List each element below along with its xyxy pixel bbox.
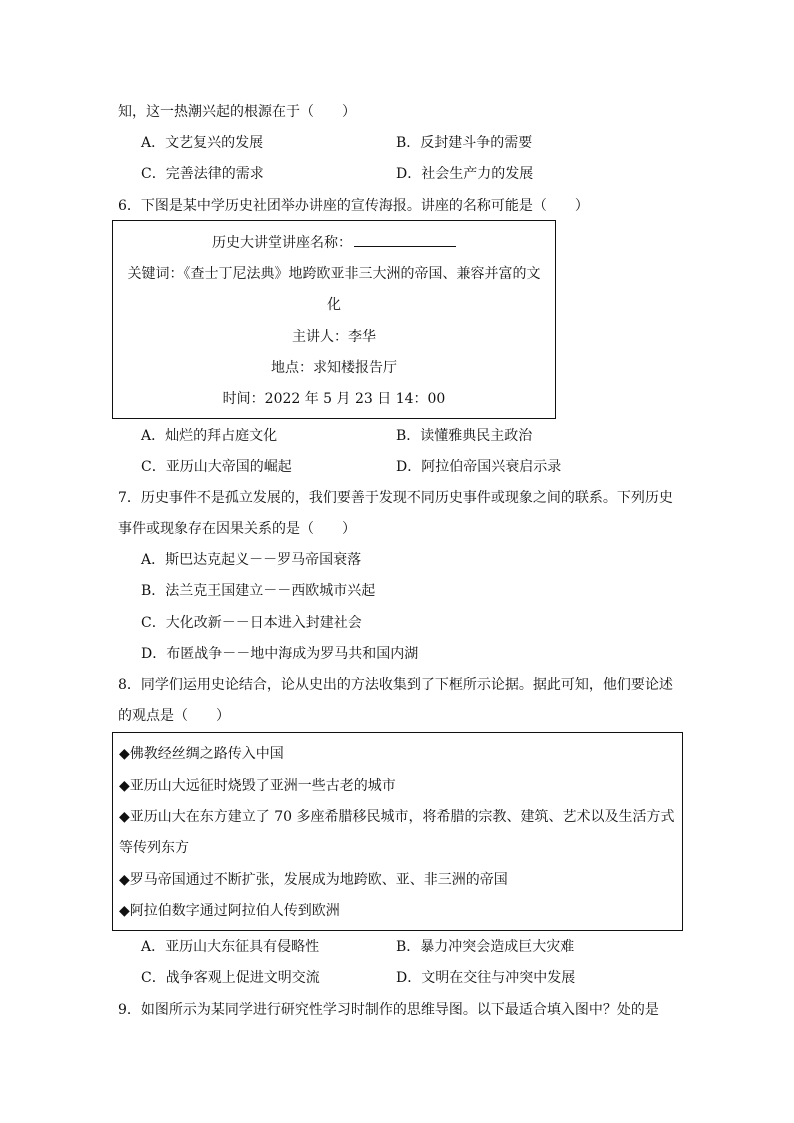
poster-title-blank <box>354 232 456 247</box>
evidence-item: ◆亚历山大远征时烧毁了亚洲一些古老的城市 <box>119 778 396 794</box>
poster-title <box>113 232 555 253</box>
q8-option-a: A．亚历山大东征具有侵略性 <box>141 939 320 955</box>
q6-option-b: B．读懂雅典民主政治 <box>396 428 533 444</box>
evidence-item: ◆亚历山大在东方建立了 70 多座希腊移民城市，将希腊的宗教、建筑、艺术以及生活方式 <box>119 809 675 825</box>
q8-option-b: B．暴力冲突会造成巨大灾难 <box>396 939 575 955</box>
q5-option-c: C．完善法律的需求 <box>141 166 264 182</box>
poster-title-label: 历史大讲堂讲座名称： <box>212 235 352 251</box>
q5-option-b: B．反封建斗争的需要 <box>396 135 533 151</box>
q5-option-a: A．文艺复兴的发展 <box>141 135 264 151</box>
q7-stem-line2: 事件或现象存在因果关系的是（ ） <box>118 521 356 537</box>
q6-option-d: D．阿拉伯帝国兴衰启示录 <box>396 459 562 475</box>
evidence-item: ◆罗马帝国通过不断扩张，发展成为地跨欧、亚、非三洲的帝国 <box>119 872 508 888</box>
q7-option-b: B．法兰克王国建立－－西欧城市兴起 <box>141 583 376 599</box>
q9-stem: 9．如图所示为某同学进行研究性学习时制作的思维导图。以下最适合填入图中？处的是 <box>118 1002 659 1018</box>
evidence-box <box>112 732 683 931</box>
poster-location: 地点：求知楼报告厅 <box>271 360 397 376</box>
poster-speaker: 主讲人：李华 <box>292 329 376 345</box>
q5-stem: 知，这一热潮兴起的根源在于（ ） <box>118 104 356 120</box>
q8-stem-line1: 8．同学们运用史论结合，论从史出的方法收集到了下框所示论据。据此可知，他们要论述 <box>118 677 673 693</box>
q8-stem-line2: 的观点是（ ） <box>118 708 230 724</box>
q8-option-c: C．战争客观上促进文明交流 <box>141 970 320 986</box>
poster-time: 时间：2022 年 5 月 23 日 14：00 <box>222 391 446 407</box>
q8-option-d: D．文明在交往与冲突中发展 <box>396 970 576 986</box>
evidence-item: ◆佛教经丝绸之路传入中国 <box>119 746 284 762</box>
q7-option-d: D．布匿战争－－地中海成为罗马共和国内湖 <box>141 646 419 662</box>
poster-keywords-line2: 化 <box>327 297 341 313</box>
poster-box <box>112 220 556 419</box>
evidence-item-continued: 等传列东方 <box>119 840 189 856</box>
q7-option-a: A．斯巴达克起义－－罗马帝国衰落 <box>141 552 362 568</box>
q6-option-c: C．亚历山大帝国的崛起 <box>141 459 292 475</box>
q7-option-c: C．大化改新－－日本进入封建社会 <box>141 615 362 631</box>
poster-keywords-line1: 关键词：《查士丁尼法典》地跨欧亚非三大洲的帝国、兼容并富的文 <box>127 266 541 282</box>
q5-option-d: D．社会生产力的发展 <box>396 166 534 182</box>
evidence-item: ◆阿拉伯数字通过阿拉伯人传到欧洲 <box>119 903 340 919</box>
q6-option-a: A．灿烂的拜占庭文化 <box>141 428 278 444</box>
q6-stem: 6．下图是某中学历史社团举办讲座的宣传海报。讲座的名称可能是（ ） <box>118 198 589 214</box>
q7-stem-line1: 7．历史事件不是孤立发展的，我们要善于发现不同历史事件或现象之间的联系。下列历史 <box>118 490 673 506</box>
